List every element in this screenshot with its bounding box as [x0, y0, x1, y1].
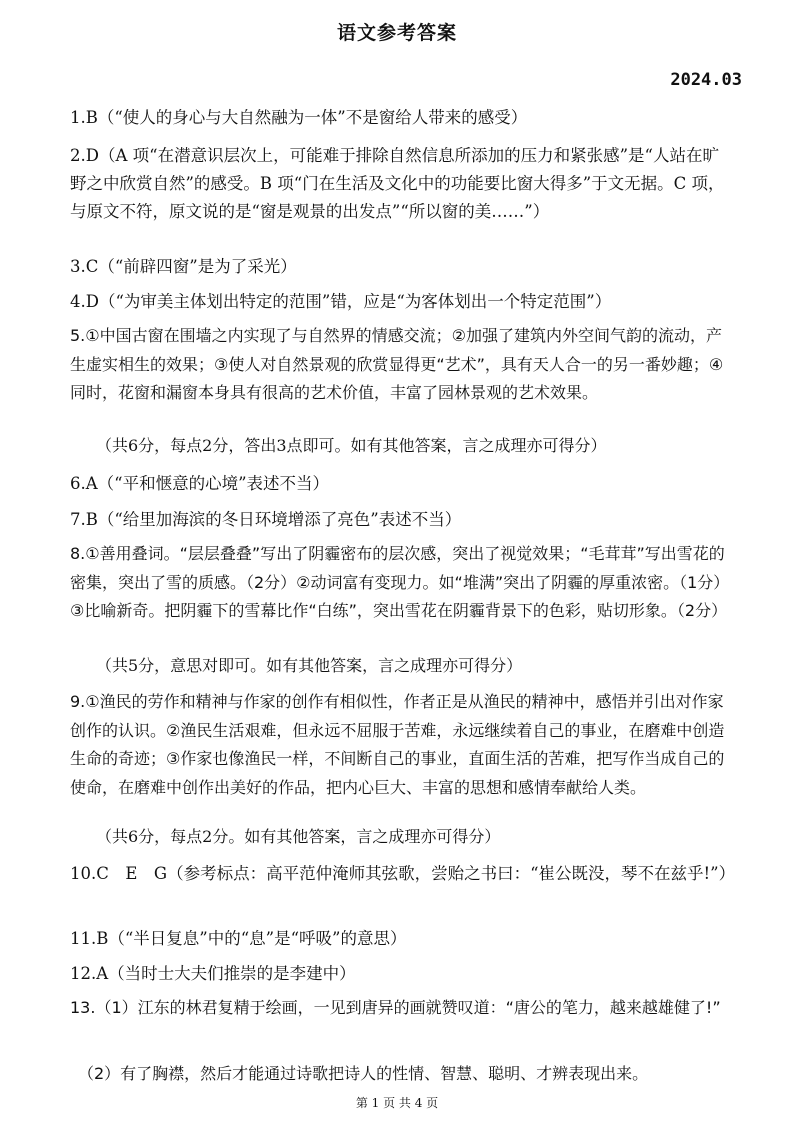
date-label: 2024.03 [670, 70, 742, 90]
answer-9-scoring-note: （共6分，每点2分。如有其他答案，言之成理亦可得分） [96, 827, 501, 846]
answer-10: 10.C E G（参考标点：高平范仲淹师其弦歌，尝贻之书曰：“崔公既没，琴不在兹乎!”） [70, 864, 736, 883]
answer-8-scoring-note: （共5分，意思对即可。如有其他答案，言之成理亦可得分） [96, 656, 523, 675]
answer-4: 4.D（“为审美主体划出特定的范围”错，应是“为客体划出一个特定范围”） [70, 292, 612, 311]
answer-2: 2.D（A 项“在潜意识层次上，可能难于排除自然信息所添加的压力和紧张感”是“人站在旷野之中欣赏自然”的感受。B 项“门在生活及文化中的功能要比窗大得多”于文无据。C 项，与原文不符，原文说的是“窗是观景的出发点”“所以窗的美……”） [70, 146, 725, 221]
answer-5: 5.①中国古窗在围墙之内实现了与自然界的情感交流；②加强了建筑内外空间气韵的流动，产生虚实相生的效果；③使人对自然景观的欣赏显得更“艺术”，具有天人合一的另一番妙趣；④同时，花窗和漏窗本身具有很高的艺术价值，丰富了园林景观的艺术效果。 [70, 326, 724, 402]
answer-11: 11.B（“半日复息”中的“息”是“呼吸”的意思） [70, 929, 407, 948]
answer-13-part-1: 13.（1）江东的林君复精于绘画，一见到唐异的画就赞叹道：“唐公的笔力，越来越雄健了!” [70, 998, 721, 1017]
page-footer: 第 1 页 共 4 页 [355, 1096, 439, 1110]
answer-9: 9.①渔民的劳作和精神与作家的创作有相似性，作者正是从渔民的精神中，感悟并引出对作家创作的认识。②渔民生活艰难，但永远不屈服于苦难，永远继续着自己的事业，在磨难中创造生命的奇迹；③作家也像渔民一样，不间断自己的事业，直面生活的苦难，把写作当成自己的使命，在磨难中创作出美好的作品，把内心巨大、丰富的思想和感情奉献给人类。 [70, 692, 725, 797]
answer-1: 1.B（“使人的身心与大自然融为一体”不是窗给人带来的感受） [70, 108, 528, 127]
answer-8: 8.①善用叠词。“层层叠叠”写出了阴霾密布的层次感，突出了视觉效果；“毛茸茸”写出雪花的密集，突出了雪的质感。（2分）②动词富有变现力。如“堆满”突出了阴霾的厚重浓密。（1分）③比喻新奇。把阴霾下的雪幕比作“白练”，突出雪花在阴霾背景下的色彩，贴切形象。（2分） [70, 544, 730, 620]
answer-5-scoring-note: （共6分，每点2分，答出3点即可。如有其他答案，言之成理亦可得分） [96, 436, 607, 455]
page-title: 语文参考答案 [336, 22, 457, 44]
answer-12: 12.A（当时士大夫们推崇的是李建中） [70, 964, 356, 983]
answer-7: 7.B（“给里加海滨的冬日环境增添了亮色”表述不当） [70, 510, 462, 529]
answer-3: 3.C（“前辟四窗”是为了采光） [70, 257, 297, 276]
answer-6: 6.A（“平和惬意的心境”表述不当） [70, 474, 330, 493]
answer-13-part-2: （2）有了胸襟，然后才能通过诗歌把诗人的性情、智慧、聪明、才辨表现出来。 [78, 1064, 649, 1083]
